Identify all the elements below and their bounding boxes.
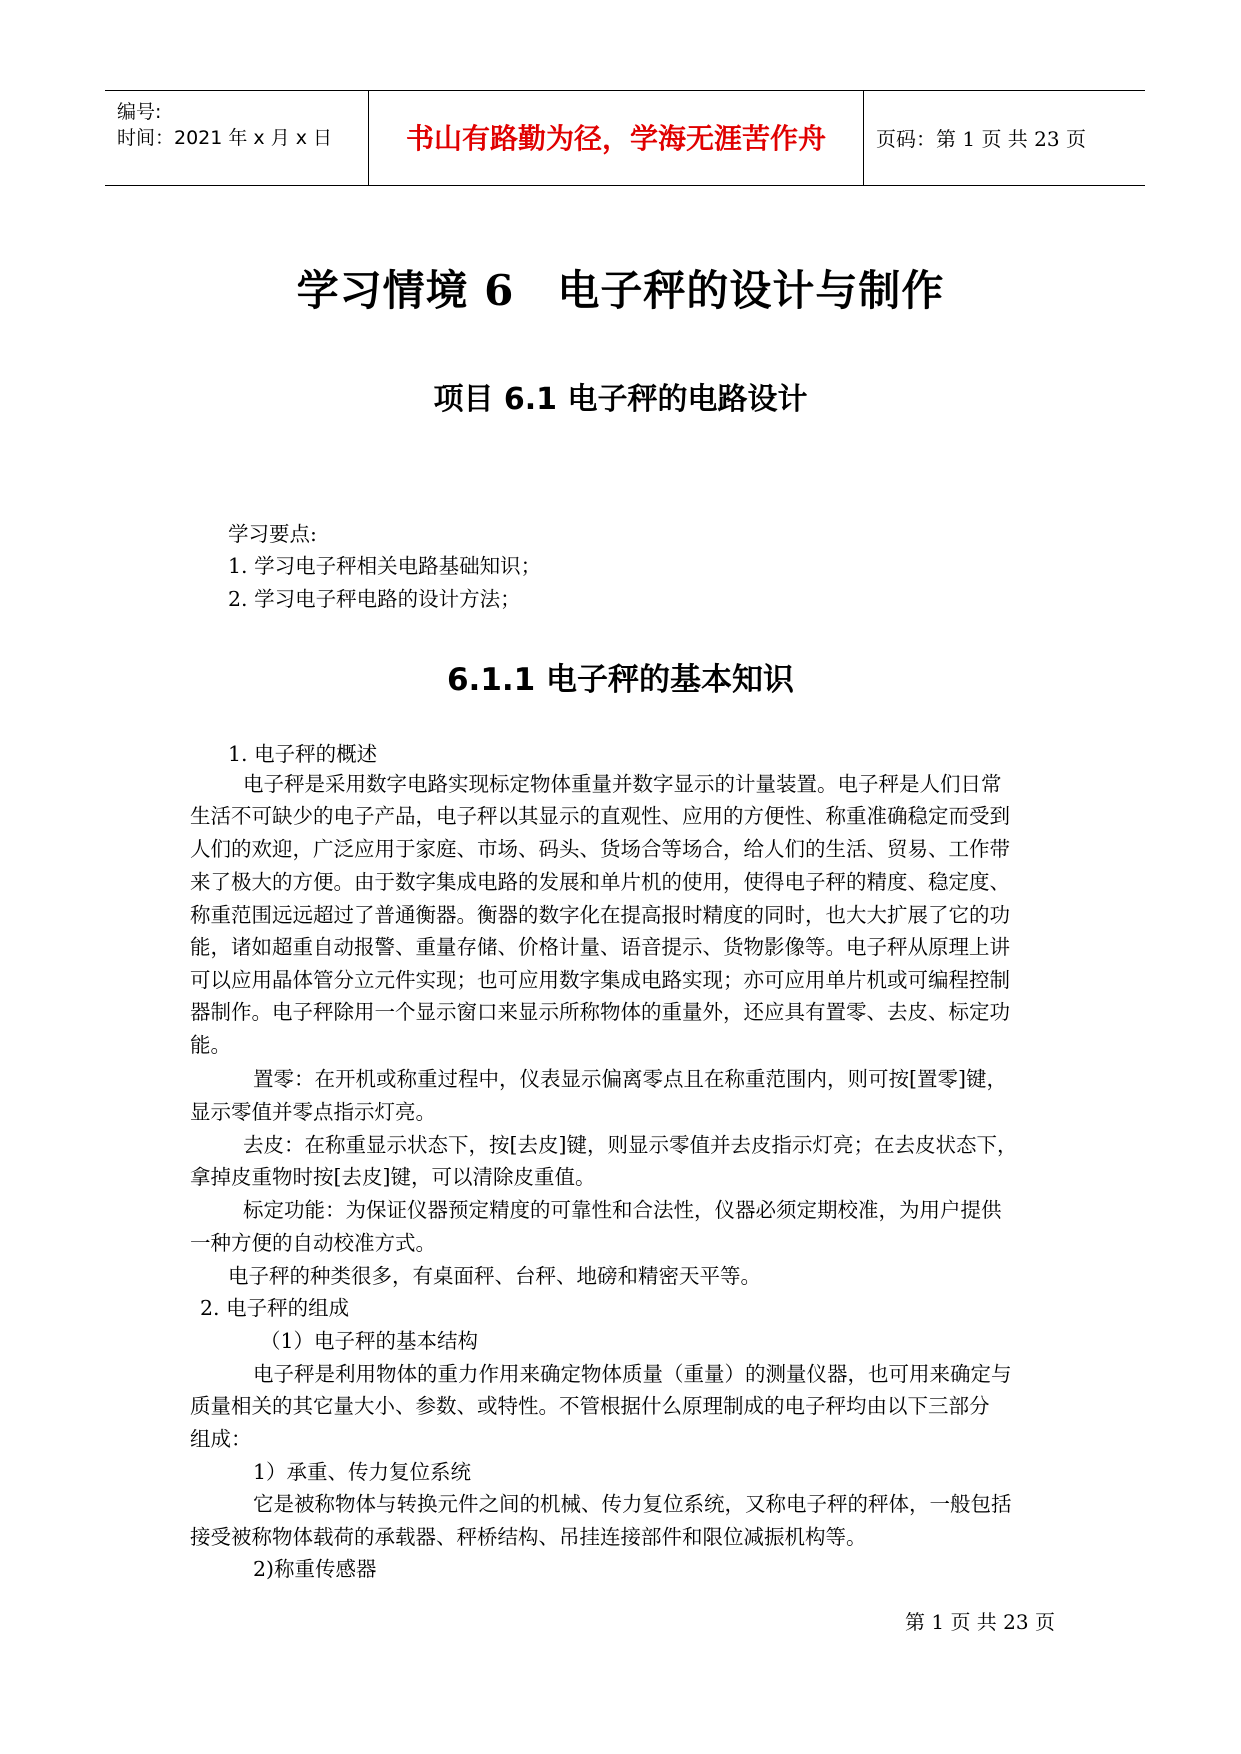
project-subtitle: 项目 6.1 电子秤的电路设计 — [433, 382, 808, 417]
key-point-item: 2. 学习电子秤电路的设计方法； — [228, 587, 521, 611]
body-line: 电子秤是利用物体的重力作用来确定物体质量（重量）的测量仪器，也可用来确定与 — [253, 1362, 1012, 1386]
body-line: 去皮：在称重显示状态下，按[去皮]键，则显示零值并去皮指示灯亮；在去皮状态下， — [243, 1133, 1018, 1157]
document-time-label: 时间：2021 年 x 月 x 日 — [117, 127, 333, 149]
paragraph-heading: 1. 电子秤的概述 — [228, 742, 378, 766]
page-footer: 第 1 页 共 23 页 — [905, 1610, 1055, 1634]
section-title: 6.1.1 电子秤的基本知识 — [446, 662, 795, 698]
document-number-label: 编号: — [117, 101, 162, 123]
body-line: 接受被称物体载荷的承载器、秤桥结构、吊挂连接部件和限位减振机构等。 — [190, 1525, 867, 1549]
body-line: 来了极大的方便。由于数字集成电路的发展和单片机的使用，使得电子秤的精度、稳定度、 — [190, 870, 1010, 894]
header-motto: 书山有路勤为径，学海无涯苦作舟 — [405, 122, 826, 155]
body-line: 标定功能：为保证仪器预定精度的可靠性和合法性，仪器必须定期校准，为用户提供 — [243, 1198, 1002, 1222]
key-points-heading: 学习要点: — [228, 522, 317, 546]
header-page-cell — [864, 91, 1145, 185]
body-line: 拿掉皮重物时按[去皮]键，可以清除皮重值。 — [190, 1165, 596, 1189]
paragraph-heading: 1）承重、传力复位系统 — [253, 1460, 472, 1484]
body-line: 器制作。电子秤除用一个显示窗口来显示所称物体的重量外，还应具有置零、去皮、标定功 — [190, 1000, 1010, 1024]
key-point-item: 1. 学习电子秤相关电路基础知识； — [228, 554, 542, 578]
body-line: 组成： — [190, 1427, 252, 1451]
body-line: 一种方便的自动校准方式。 — [190, 1231, 436, 1255]
body-line: 人们的欢迎，广泛应用于家庭、市场、码头、货场合等场合，给人们的生活、贸易、工作带 — [190, 837, 1010, 861]
header-page-label: 页码：第 1 页 共 23 页 — [876, 127, 1086, 151]
document-header — [105, 90, 1145, 186]
paragraph-heading: 2)称重传感器 — [253, 1557, 377, 1581]
body-line: 置零：在开机或称重过程中，仪表显示偏离零点且在称重范围内，则可按[置零]键， — [253, 1067, 1007, 1091]
body-line: 称重范围远远超过了普通衡器。衡器的数字化在提高报时精度的同时，也大大扩展了它的功 — [190, 903, 1010, 927]
body-line: 能，诸如超重自动报警、重量存储、价格计量、语音提示、货物影像等。电子秤从原理上讲 — [190, 935, 1010, 959]
body-line: 质量相关的其它量大小、参数、或特性。不管根据什么原理制成的电子秤均由以下三部分 — [190, 1394, 990, 1418]
paragraph-heading: 2. 电子秤的组成 — [200, 1296, 350, 1320]
document-title: 学习情境 6 电子秤的设计与制作 — [296, 266, 945, 315]
header-info-cell — [105, 91, 369, 185]
body-line: 显示零值并零点指示灯亮。 — [190, 1100, 436, 1124]
body-line: 可以应用晶体管分立元件实现；也可应用数字集成电路实现；亦可应用单片机或可编程控制 — [190, 968, 1010, 992]
body-line: 电子秤是采用数字电路实现标定物体重量并数字显示的计量装置。电子秤是人们日常 — [243, 772, 1002, 796]
body-line: 电子秤的种类很多，有桌面秤、台秤、地磅和精密天平等。 — [228, 1264, 761, 1288]
body-line: 能。 — [190, 1033, 231, 1057]
body-line: 生活不可缺少的电子产品，电子秤以其显示的直观性、应用的方便性、称重准确稳定而受到 — [190, 804, 1010, 828]
body-line: 它是被称物体与转换元件之间的机械、传力复位系统，又称电子秤的秤体，一般包括 — [253, 1492, 1012, 1516]
paragraph-heading: （1）电子秤的基本结构 — [260, 1329, 479, 1353]
header-motto-cell — [369, 91, 864, 185]
